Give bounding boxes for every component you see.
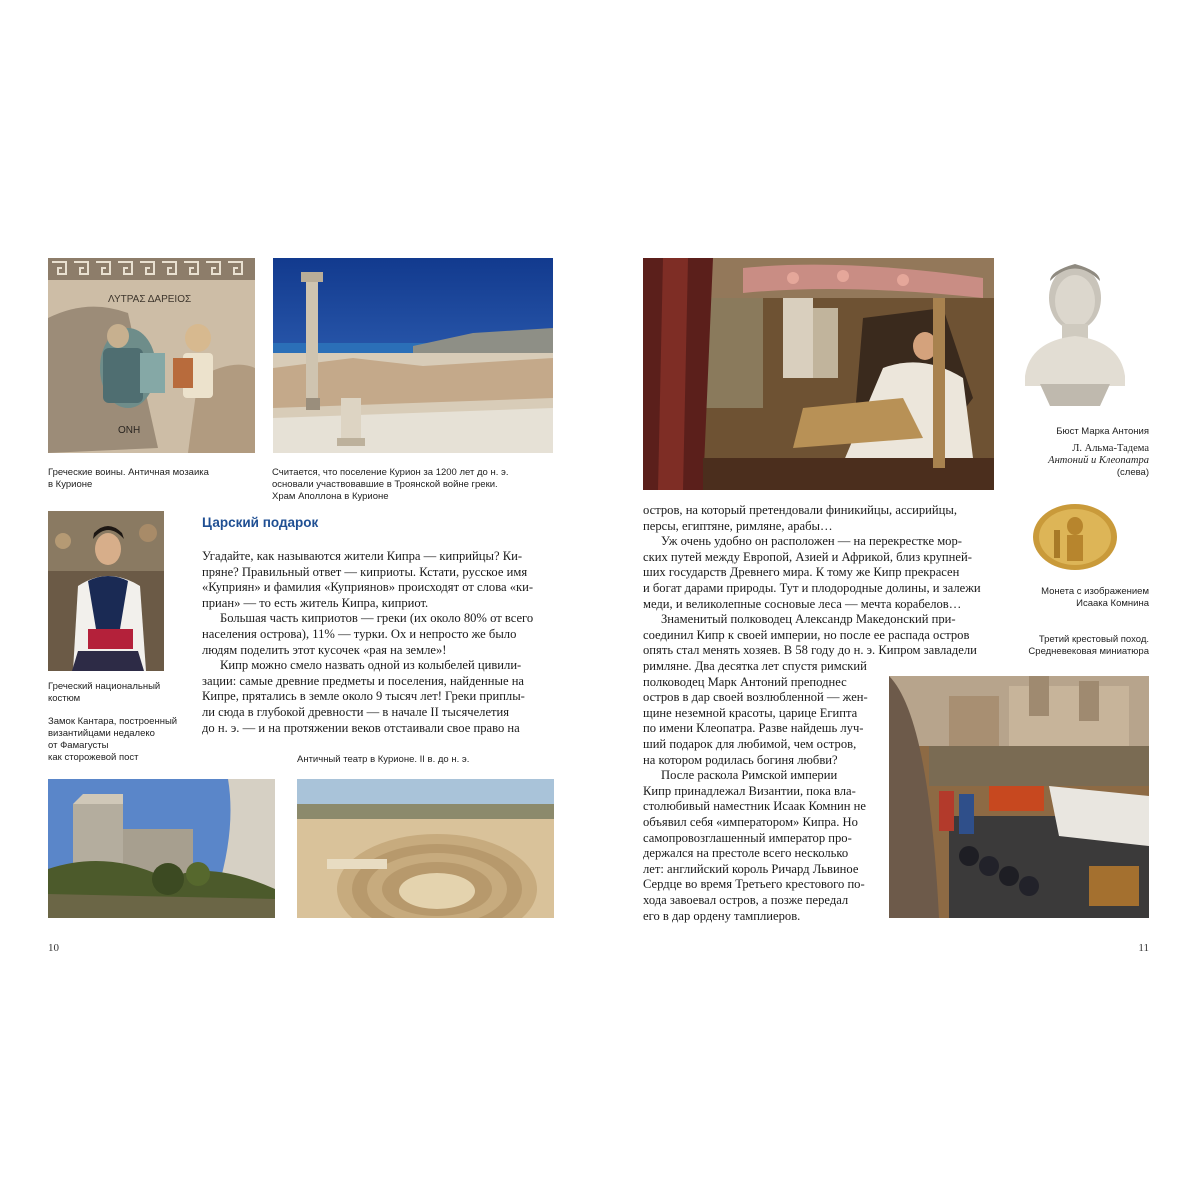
- kantara-castle-image: [48, 779, 275, 918]
- painting-caption: Л. Альма-Тадема Антоний и Клеопатра (слева): [1048, 443, 1149, 478]
- coin-caption: Монета с изображением Исаака Комнина: [1041, 586, 1149, 609]
- isaac-komnenos-coin-image: [1030, 502, 1120, 572]
- mark-antony-bust-image: [1020, 256, 1130, 412]
- antony-cleopatra-painting: [643, 258, 994, 490]
- page-number-right: 11: [1138, 942, 1149, 954]
- page-number-left: 10: [48, 942, 59, 954]
- section-heading: Царский подарок: [202, 515, 319, 530]
- left-body-text: Угадайте, как называются жители Кипра — киприйцы? Ки- пряне? Правильный ответ — киприоты. Кстати, русское имя «Куприян» и фамилия «Куприянов» происходят от слова «ки- приан» — то есть житель Кипра, киприот. Большая часть киприотов — греки (их около 80% от всего населения острова), 11% — турки. Ох и непросто же было людям поделить этот кусочек «рая на земле»! Кипр можно смело назвать одной из колыбелей цивили- зации: самые древние предметы и поселения, найденные на Кипре, прятались в земле около 9 тысяч лет! Греки приплы- ли сюда в глубокой древности — в начале II тысячелетия до н. э. — и на протяжении веков отстаивали свое право на: [202, 549, 534, 735]
- right-body-text-bottom: римляне. Два десятка лет спустя римский полководец Марк Антоний преподнес остров в дар своей возлюбленной — жен- щине неземной красоты, царице Египта по имени Клеопатра. Разве найдешь луч- ший подарок для любимой, чем остров, на котором родилась богиня любви? После раскола Римской империи Кипр принадлежал Византии, пока вла- столюбивый наместник Исаак Комнин не объявил себя «императором» Кипра. Но самопровозглашенный император про- держался на престоле всего несколько лет: английский король Ричард Львиное Сердце во время Третьего крестового по- хода завоевал остров, а позже передал его в дар ордену тамплиеров.: [643, 659, 868, 923]
- svg-text:ΟΝΗ: ΟΝΗ: [118, 425, 141, 436]
- svg-text:ΛΥΤΡΑΣ ΔΑΡΕΙΟΣ: ΛΥΤΡΑΣ ΔΑΡΕΙΟΣ: [108, 294, 192, 305]
- kantara-caption: Замок Кантара, построенный византийцами недалеко от Фамагусты как сторожевой пост: [48, 716, 178, 763]
- greek-costume-image: [48, 511, 164, 671]
- bust-caption: Бюст Марка Антония: [1056, 426, 1149, 437]
- kourion-caption: Считается, что поселение Курион за 1200 лет до н. э. основали участвовавшие в Троянской войне греки. Храм Аполлона в Курионе: [272, 467, 509, 502]
- crusade-caption: Третий крестовый поход. Средневековая миниатюра: [1028, 634, 1149, 657]
- right-body-text-top: остров, на который претендовали финикийцы, ассирийцы, персы, египтяне, римляне, арабы… Уж очень удобно он расположен — на перекрестке мор- ских путей между Европой, Азией и Африкой, близ крупней- ших государств Древнего мира. К тому же Кипр прекрасен и богат дарами природы. Тут и плодородные долины, и залежи меди, и великолепные сосновые леса — мечта корабелов… Знаменитый полководец Александр Македонский при- соединил Кипр к своей империи, но после ее распада остров опять стал менять хозяев. В 58 году до н. э. Кипром завладели: [643, 503, 981, 658]
- kourion-theatre-image: [297, 779, 554, 918]
- kourion-temple-image: [273, 258, 553, 453]
- mosaic-image: [48, 258, 255, 453]
- mosaic-caption: Греческие воины. Античная мозаика в Курионе: [48, 467, 209, 490]
- third-crusade-miniature: [889, 676, 1149, 918]
- costume-caption: Греческий национальный костюм: [48, 681, 161, 704]
- theatre-caption: Античный театр в Курионе. II в. до н. э.: [297, 754, 470, 765]
